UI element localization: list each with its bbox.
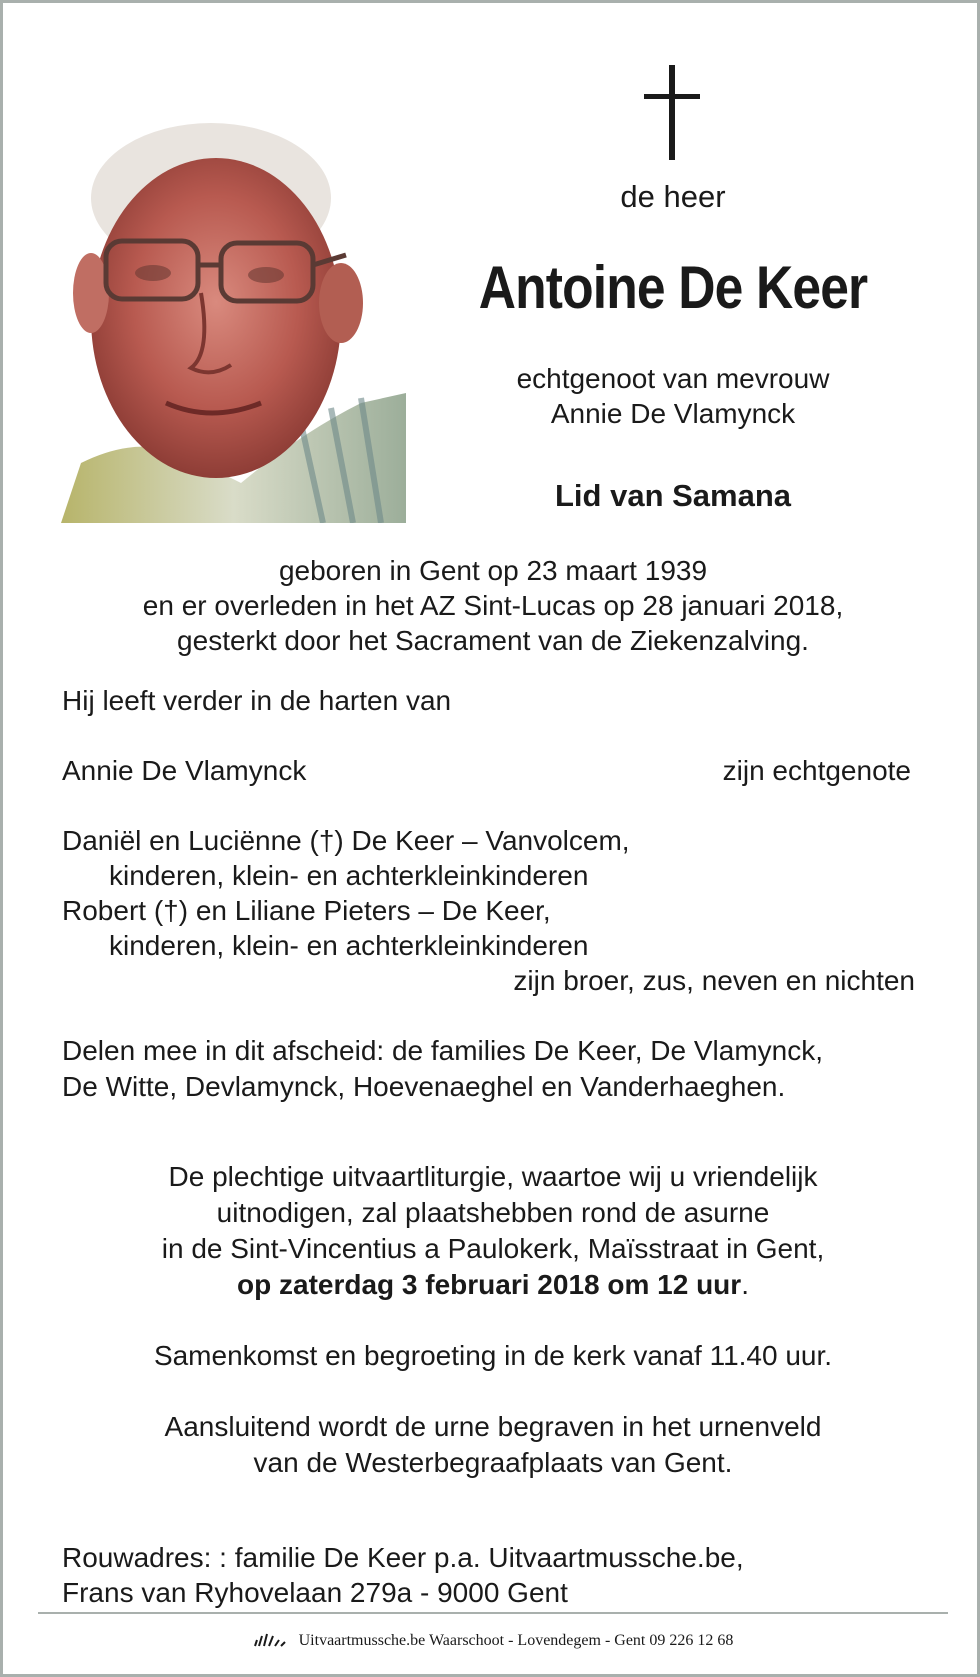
funeral-date-time: op zaterdag 3 februari 2018 om 12 uur — [237, 1269, 742, 1300]
funeral-date-suffix: . — [741, 1269, 749, 1300]
siblings-relation: zijn broer, zus, neven en nichten — [513, 965, 915, 996]
sibling-2-descendants: kinderen, klein- en achterkleinkinderen — [109, 930, 589, 961]
address-line-2: Frans van Ryhovelaan 279a - 9000 Gent — [62, 1577, 568, 1608]
footer-text: Uitvaartmussche.be Waarschoot - Lovendegem - Gent 09 226 12 68 — [298, 1632, 734, 1649]
family-intro: Hij leeft verder in de harten van — [62, 685, 452, 716]
sibling-1-descendants: kinderen, klein- en achterkleinkinderen — [109, 860, 589, 891]
honorific: de heer — [620, 179, 726, 214]
sibling-2: Robert (†) en Liliane Pieters – De Keer, — [62, 895, 551, 926]
spouse-name: Annie De Vlamynck — [62, 755, 307, 786]
sibling-1: Daniël en Luciënne (†) De Keer – Vanvolcem, — [62, 825, 630, 856]
spouse-line-2: Annie De Vlamynck — [550, 398, 796, 429]
funeral-line-2: uitnodigen, zal plaatshebben rond de asurne — [216, 1197, 770, 1228]
funeral-line-3: in de Sint-Vincentius a Paulokerk, Maïsstraat in Gent, — [161, 1233, 825, 1264]
portrait-photo — [61, 103, 406, 523]
spouse-relation: zijn echtgenote — [722, 755, 911, 786]
footer-divider — [38, 1612, 948, 1614]
families-line-2: De Witte, Devlamynck, Hoevenaeghel en Vanderhaeghen. — [62, 1071, 786, 1102]
burial-line-1: Aansluitend wordt de urne begraven in het urnenveld — [164, 1411, 822, 1442]
burial-line-2: van de Westerbegraafplaats van Gent. — [253, 1447, 733, 1478]
deceased-name: Antoine De Keer — [478, 254, 868, 321]
funeral-home-logo-icon — [253, 1631, 293, 1647]
spouse-line-1: echtgenoot van mevrouw — [516, 363, 830, 394]
gathering-line: Samenkomst en begroeting in de kerk vanaf 11.40 uur. — [153, 1340, 833, 1371]
cross-icon — [644, 65, 700, 160]
spouse-info — [443, 361, 903, 431]
sacrament-line: gesterkt door het Sacrament van de Ziekenzalving. — [177, 625, 809, 656]
families-line-1: Delen mee in dit afscheid: de families De Keer, De Vlamynck, — [62, 1035, 824, 1066]
footer — [3, 1631, 980, 1650]
funeral-date-line — [3, 1267, 980, 1302]
birth-line: geboren in Gent op 23 maart 1939 — [278, 555, 708, 586]
address-line-1: Rouwadres: : familie De Keer p.a. Uitvaartmussche.be, — [62, 1542, 744, 1573]
death-line: en er overleden in het AZ Sint-Lucas op 28 januari 2018, — [142, 590, 844, 621]
funeral-line-1: De plechtige uitvaartliturgie, waartoe wij u vriendelijk — [168, 1161, 818, 1192]
membership: Lid van Samana — [554, 478, 792, 513]
